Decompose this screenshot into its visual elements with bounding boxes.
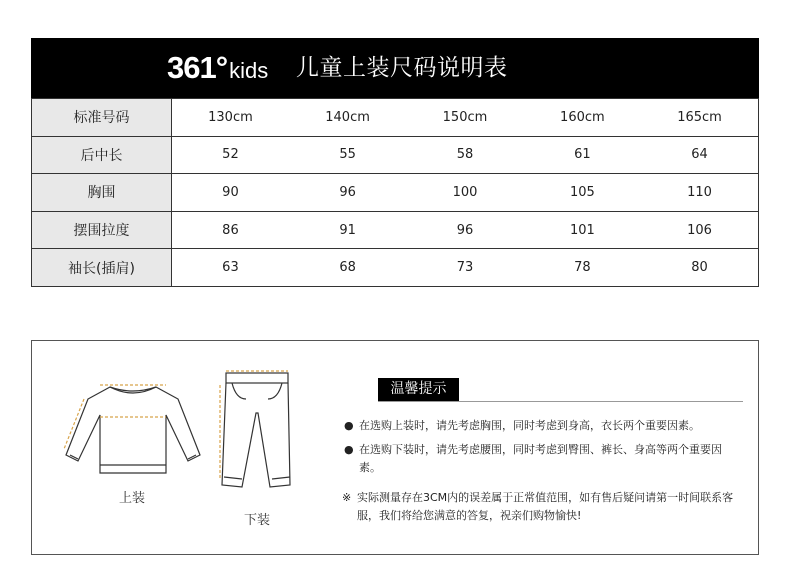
table-cell: 106 [641,211,758,249]
brand-number: 361° [167,50,228,85]
table-cell: 165cm [641,99,758,137]
tips-title: 温馨提示 [378,378,459,401]
table-cell: 140cm [289,99,406,137]
table-cell: 160cm [524,99,641,137]
table-row [32,136,759,174]
top-garment-illustration [58,369,208,479]
row-header: 胸围 [32,174,172,212]
bottom-garment-label: 下装 [244,513,271,528]
table-cell: 96 [289,174,406,212]
table-row [32,99,759,137]
table-row [32,249,759,287]
table-cell: 63 [172,249,289,287]
page-title: 儿童上装尺码说明表 [296,55,508,81]
brand-logo [167,48,268,88]
table-cell: 150cm [406,99,523,137]
note-text: 实际测量存在3CM内的误差属于正常值范围，如有售后疑问请第一时间联系客服，我们将给您满意的答复，祝亲们购物愉快! [357,491,734,522]
table-cell: 55 [289,136,406,174]
table-cell: 68 [289,249,406,287]
bottom-garment-illustration [218,369,298,499]
tip-text-top: 在选购上装时，请先考虑胸围，同时考虑到身高，衣长两个重要因素。 [359,419,700,432]
row-header: 摆围拉度 [32,211,172,249]
table-cell: 64 [641,136,758,174]
note-mark-icon: ※ [342,491,352,504]
table-cell: 101 [524,211,641,249]
bullet-icon: ● [344,419,354,432]
top-garment-label: 上装 [119,491,146,506]
table-cell: 130cm [172,99,289,137]
table-cell: 105 [524,174,641,212]
tip-item-bottom [344,441,729,477]
table-row [32,174,759,212]
tip-text-bottom: 在选购下装时，请先考虑腰围，同时考虑到臀围、裤长、身高等两个重要因素。 [359,443,722,474]
table-cell: 73 [406,249,523,287]
table-cell: 100 [406,174,523,212]
row-header: 标准号码 [32,99,172,137]
table-cell: 91 [289,211,406,249]
tips-divider [378,401,743,402]
row-header: 后中长 [32,136,172,174]
table-row [32,211,759,249]
table-cell: 61 [524,136,641,174]
table-cell: 86 [172,211,289,249]
bullet-icon: ● [344,443,354,456]
table-cell: 90 [172,174,289,212]
size-table [31,98,759,287]
row-header: 袖长(插肩) [32,249,172,287]
tip-item-top [344,417,744,435]
table-cell: 96 [406,211,523,249]
table-cell: 58 [406,136,523,174]
table-cell: 110 [641,174,758,212]
table-cell: 80 [641,249,758,287]
table-cell: 78 [524,249,641,287]
tips-box [31,340,759,555]
tolerance-note [342,489,742,525]
table-cell: 52 [172,136,289,174]
header-banner [31,38,759,98]
brand-suffix: kids [229,58,269,83]
